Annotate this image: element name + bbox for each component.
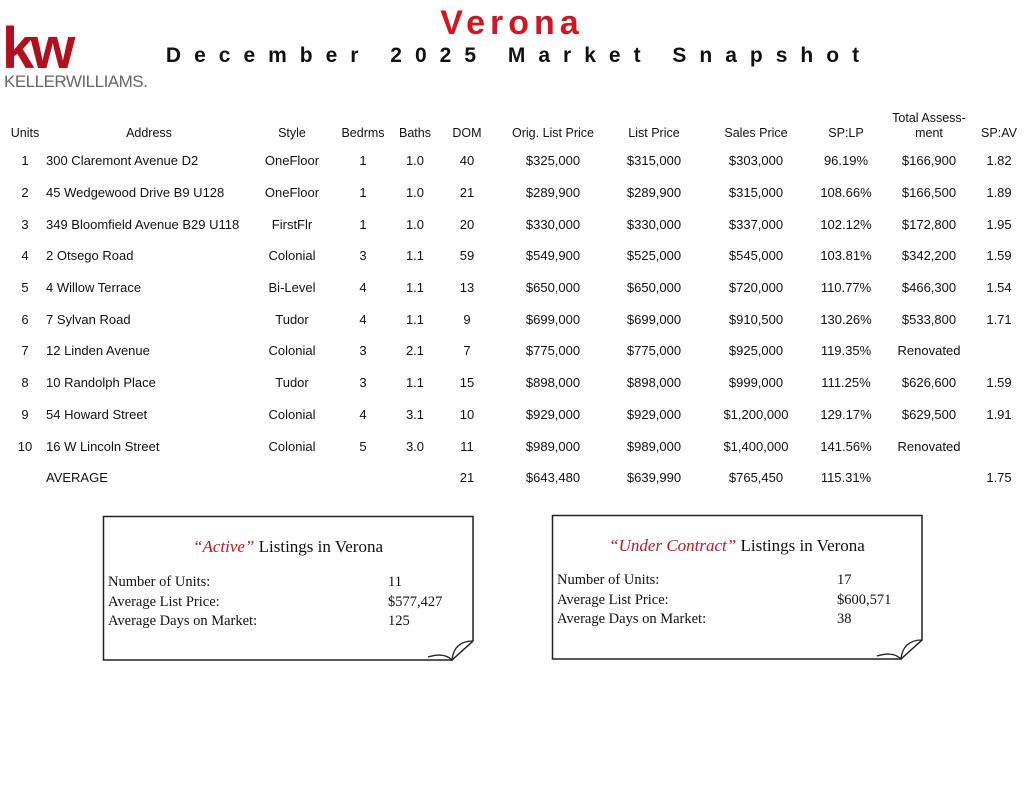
cell-style: Colonial: [268, 406, 316, 422]
cell-list-price: $650,000: [626, 280, 682, 296]
cell-list-price: $929,000: [626, 406, 682, 422]
cell-total-assessment: $166,900: [901, 153, 957, 169]
table-header: [4, 101, 1020, 145]
cell-sp-av: 1.91: [986, 406, 1012, 422]
cell-sp-av: [978, 430, 1020, 462]
cell-style: Colonial: [268, 343, 316, 359]
cell-dom: 59: [459, 248, 475, 264]
cell-bedrooms: 3: [359, 375, 367, 391]
cell-address: 16 W Lincoln Street: [46, 438, 160, 454]
table-row: [4, 335, 1020, 367]
card-row-value: 11: [388, 574, 402, 590]
cell-address: 45 Wedgewood Drive B9 U128: [46, 185, 225, 201]
cell-bedrooms: 1: [359, 185, 367, 201]
cell-units: 2: [21, 185, 29, 201]
cell-baths: 1.1: [405, 248, 425, 264]
column-header-dom: DOM: [452, 126, 482, 140]
cell-orig-list-price: $330,000: [525, 216, 581, 232]
cell-style: Colonial: [268, 438, 316, 454]
average-empty-cell: [394, 462, 436, 494]
card-row-label: Average List Price:: [108, 594, 220, 610]
cell-total-assessment: $626,600: [901, 375, 957, 391]
cell-sp-lp: 130.26%: [820, 311, 872, 327]
page-title: Verona: [440, 4, 584, 42]
cell-baths: 1.1: [405, 311, 425, 327]
average-orig-list-price: $643,480: [525, 470, 581, 486]
under-contract-card-title: [553, 536, 921, 556]
cell-sales-price: $910,500: [728, 311, 784, 327]
cell-orig-list-price: $549,900: [525, 248, 581, 264]
cell-style: Tudor: [275, 311, 309, 327]
cell-units: 3: [21, 216, 29, 232]
cell-address: 349 Bloomfield Avenue B29 U118: [46, 216, 240, 232]
card-row-label: Number of Units:: [557, 572, 660, 588]
column-header-bedrooms: Bedrms: [341, 126, 385, 140]
cell-sales-price: $720,000: [728, 280, 784, 296]
cell-orig-list-price: $699,000: [525, 311, 581, 327]
column-header-units: Units: [10, 126, 40, 140]
cell-address: 300 Claremont Avenue D2: [46, 153, 199, 169]
cell-units: 4: [21, 248, 29, 264]
card-row-value: 125: [388, 613, 410, 629]
column-header-address: Address: [126, 126, 172, 140]
column-header-style: Style: [278, 126, 306, 140]
cell-address: 10 Randolph Place: [46, 375, 156, 391]
active-status-label: “Active”: [193, 537, 255, 556]
cell-style: Bi-Level: [268, 280, 316, 296]
cell-sp-av: [978, 335, 1020, 367]
cell-bedrooms: 1: [359, 153, 367, 169]
cell-dom: 20: [459, 216, 475, 232]
average-sp-lp: 115.31%: [820, 470, 872, 486]
logo-mark: kw: [2, 16, 72, 81]
cell-orig-list-price: $989,000: [525, 438, 581, 454]
cell-total-assessment: $172,800: [901, 216, 957, 232]
average-dom: 21: [459, 470, 475, 486]
card-row-label: Number of Units:: [108, 574, 211, 590]
average-empty-cell: [252, 462, 332, 494]
table-row: [4, 399, 1020, 431]
cell-bedrooms: 5: [359, 438, 367, 454]
cell-style: OneFloor: [264, 153, 320, 169]
cell-baths: 1.1: [405, 375, 425, 391]
cell-bedrooms: 3: [359, 343, 367, 359]
cell-orig-list-price: $775,000: [525, 343, 581, 359]
cell-total-assessment: $342,200: [901, 248, 957, 264]
column-header-sales-price: Sales Price: [724, 126, 788, 140]
active-title-text: Listings in Verona: [254, 537, 383, 556]
cell-address: 7 Sylvan Road: [46, 311, 131, 327]
cell-bedrooms: 4: [359, 280, 367, 296]
cell-address: 4 Willow Terrace: [46, 280, 142, 296]
average-empty-cell: [4, 462, 46, 494]
table-body: [4, 145, 1020, 494]
cell-total-assessment: $166,500: [901, 185, 957, 201]
cell-style: FirstFlr: [271, 216, 313, 232]
table-row: [4, 272, 1020, 304]
cell-units: 1: [21, 153, 29, 169]
cell-total-assessment: $466,300: [901, 280, 957, 296]
cell-sp-lp: 102.12%: [820, 216, 872, 232]
cell-list-price: $525,000: [626, 248, 682, 264]
table-row: [4, 240, 1020, 272]
cell-sp-lp: 141.56%: [820, 438, 872, 454]
cell-style: Tudor: [275, 375, 309, 391]
cell-list-price: $989,000: [626, 438, 682, 454]
cell-list-price: $315,000: [626, 153, 682, 169]
cell-sp-lp: 119.35%: [820, 343, 872, 359]
cell-sales-price: $303,000: [728, 153, 784, 169]
card-row-label: Average Days on Market:: [108, 613, 258, 629]
cell-units: 9: [21, 406, 29, 422]
cell-total-assessment: $629,500: [901, 406, 957, 422]
cell-style: Colonial: [268, 248, 316, 264]
listings-table: [4, 101, 1020, 494]
card-row-value: $577,427: [388, 594, 443, 610]
page-subtitle: December 2025 Market Snapshot: [165, 44, 873, 67]
cell-sales-price: $1,400,000: [723, 438, 789, 454]
cell-sp-av: 1.89: [986, 185, 1012, 201]
cell-dom: 10: [459, 406, 475, 422]
cell-units: 7: [21, 343, 29, 359]
cell-list-price: $775,000: [626, 343, 682, 359]
cell-total-assessment: Renovated: [897, 438, 961, 454]
cell-sp-lp: 129.17%: [820, 406, 872, 422]
cell-dom: 9: [463, 311, 471, 327]
cell-bedrooms: 4: [359, 311, 367, 327]
cell-sales-price: $999,000: [728, 375, 784, 391]
card-row-value: 17: [837, 572, 852, 588]
cell-address: 54 Howard Street: [46, 406, 148, 422]
cell-sp-av: 1.95: [986, 216, 1012, 232]
cell-dom: 7: [463, 343, 471, 359]
average-sales-price: $765,450: [728, 470, 784, 486]
cell-baths: 2.1: [405, 343, 425, 359]
table-row: [4, 145, 1020, 177]
active-card-title: [104, 537, 472, 557]
cell-style: OneFloor: [264, 185, 320, 201]
cell-list-price: $289,900: [626, 185, 682, 201]
cell-baths: 1.0: [405, 185, 425, 201]
cell-list-price: $699,000: [626, 311, 682, 327]
cell-list-price: $330,000: [626, 216, 682, 232]
cell-sales-price: $925,000: [728, 343, 784, 359]
average-sp-av: 1.75: [986, 470, 1012, 486]
cell-dom: 11: [460, 438, 474, 454]
table-row: [4, 367, 1020, 399]
cell-sp-lp: 108.66%: [820, 185, 872, 201]
cell-units: 5: [21, 280, 29, 296]
table-row: [4, 208, 1020, 240]
column-header-total-assessment: Total Assess- ment: [892, 111, 966, 140]
cell-baths: 1.0: [405, 216, 425, 232]
cell-sp-lp: 103.81%: [820, 248, 872, 264]
cell-sp-av: 1.54: [986, 280, 1012, 296]
average-row: [4, 462, 1020, 494]
cell-sp-av: 1.82: [986, 153, 1012, 169]
cell-dom: 13: [459, 280, 475, 296]
cell-total-assessment: Renovated: [897, 343, 961, 359]
average-empty-cell: [332, 462, 394, 494]
column-header-sp-lp: SP:LP: [828, 126, 864, 140]
cell-list-price: $898,000: [626, 375, 682, 391]
cell-sp-av: 1.59: [986, 375, 1012, 391]
cell-sp-lp: 110.77%: [820, 280, 872, 296]
card-row-value: 38: [837, 611, 852, 627]
cell-orig-list-price: $898,000: [525, 375, 581, 391]
column-header-orig-list-price: Orig. List Price: [512, 126, 594, 140]
cell-address: 12 Linden Avenue: [46, 343, 150, 359]
active-listings-card: [103, 516, 472, 658]
cell-sp-av: 1.59: [986, 248, 1012, 264]
cell-sales-price: $337,000: [728, 216, 784, 232]
cell-sales-price: $545,000: [728, 248, 784, 264]
card-row-value: $600,571: [837, 592, 892, 608]
cell-dom: 40: [459, 153, 475, 169]
column-header-list-price: List Price: [628, 126, 680, 140]
cell-sales-price: $1,200,000: [723, 406, 789, 422]
table-row: [4, 430, 1020, 462]
card-row-label: Average List Price:: [557, 592, 669, 608]
cell-bedrooms: 4: [359, 406, 367, 422]
cell-baths: 3.0: [405, 438, 425, 454]
cell-baths: 3.1: [405, 406, 425, 422]
cell-units: 10: [17, 438, 33, 454]
cell-sp-lp: 96.19%: [823, 153, 869, 169]
table-row: [4, 177, 1020, 209]
cell-sp-av: 1.71: [986, 311, 1012, 327]
average-list-price: $639,990: [626, 470, 682, 486]
column-header-sp-av: SP:AV: [981, 126, 1017, 140]
cell-sp-lp: 111.25%: [821, 375, 871, 391]
cell-bedrooms: 3: [359, 248, 367, 264]
under-contract-listings-card: [552, 515, 921, 657]
column-header-baths: Baths: [399, 126, 431, 140]
cell-orig-list-price: $289,900: [525, 185, 581, 201]
cell-sales-price: $315,000: [728, 185, 784, 201]
cell-orig-list-price: $325,000: [525, 153, 581, 169]
cell-address: 2 Otsego Road: [46, 248, 134, 264]
cell-dom: 15: [459, 375, 475, 391]
card-row-label: Average Days on Market:: [557, 611, 707, 627]
cell-total-assessment: $533,800: [901, 311, 957, 327]
cell-units: 8: [21, 375, 29, 391]
cell-baths: 1.0: [405, 153, 425, 169]
cell-dom: 21: [459, 185, 475, 201]
cell-orig-list-price: $929,000: [525, 406, 581, 422]
table-row: [4, 303, 1020, 335]
cell-baths: 1.1: [405, 280, 425, 296]
under-contract-title-text: Listings in Verona: [736, 536, 865, 555]
cell-bedrooms: 1: [359, 216, 367, 232]
under-contract-status-label: “Under Contract”: [609, 536, 737, 555]
average-address: AVERAGE: [46, 470, 108, 486]
logo-name: KELLERWILLIAMS.: [4, 72, 148, 91]
cell-orig-list-price: $650,000: [525, 280, 581, 296]
average-empty-cell: [880, 462, 978, 494]
cell-units: 6: [21, 311, 29, 327]
